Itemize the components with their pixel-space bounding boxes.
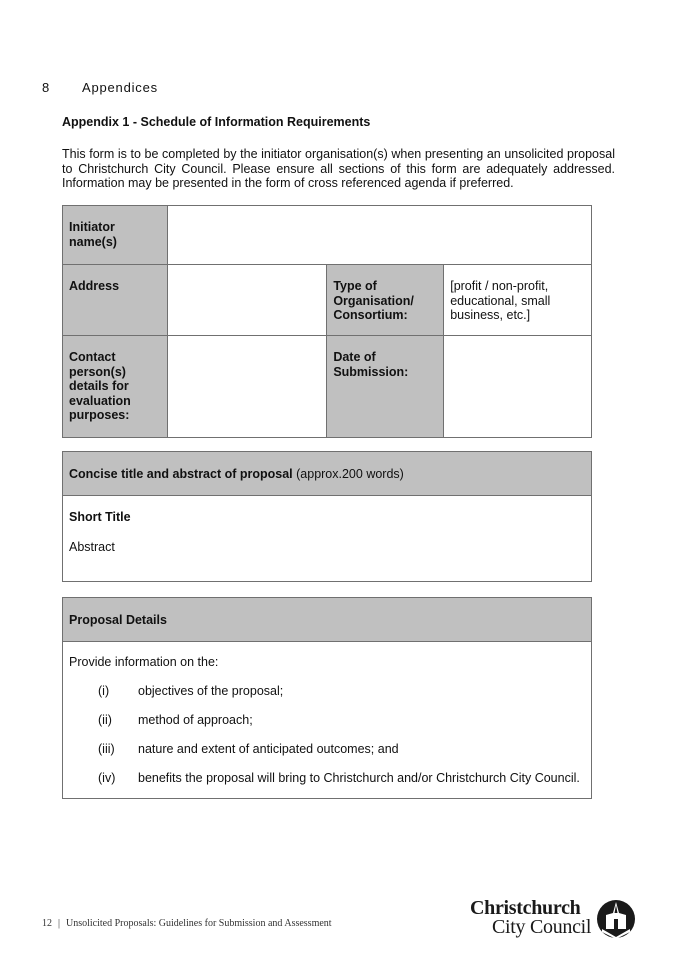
logo-line2: City Council — [492, 916, 592, 938]
list-item-number: (i) — [98, 684, 110, 698]
date-label-cell — [327, 336, 444, 438]
info-table — [62, 205, 592, 438]
initiator-value-cell[interactable] — [167, 206, 591, 265]
footer-text: Unsolicited Proposals: Guidelines for Submission and Assessment — [66, 918, 332, 929]
contact-value-cell[interactable] — [167, 336, 326, 438]
logo-line1: Christchurch — [470, 897, 581, 919]
address-label-cell — [63, 265, 168, 336]
concise-title-header — [63, 452, 591, 496]
org-type-label-cell — [327, 265, 444, 336]
list-item-text: nature and extent of anticipated outcomes; and — [138, 742, 399, 756]
footer-separator: | — [58, 918, 61, 929]
concise-header-bold: Concise title and abstract of proposal — [69, 467, 293, 481]
address-row — [63, 265, 592, 336]
date-label: Date of Submission: — [333, 350, 409, 379]
initiator-label-cell — [63, 206, 168, 265]
page-number: 12 — [42, 918, 52, 929]
intro-paragraph: This form is to be completed by the initiator organisation(s) when presenting an unsolicited proposal to Christchurch City Council. Please ensure all sections of this form are adequately addressed. Information may be presented in the form of cross referenced agenda if preferred. — [62, 147, 615, 190]
address-value-cell[interactable] — [167, 265, 326, 336]
section-heading — [42, 80, 158, 95]
cathedral-logo-icon — [596, 899, 636, 939]
proposal-details-intro: Provide information on the: — [69, 655, 219, 669]
list-item-number: (ii) — [98, 713, 112, 727]
contact-row — [63, 336, 592, 438]
list-item-text: method of approach; — [138, 713, 253, 727]
proposal-details-box — [62, 597, 592, 799]
appendix-title: Appendix 1 - Schedule of Information Requirements — [62, 115, 371, 129]
list-item-number: (iii) — [98, 742, 115, 756]
list-item-number: (iv) — [98, 771, 116, 785]
org-type-value-cell[interactable] — [444, 265, 592, 336]
section-title: Appendices — [82, 80, 158, 95]
abstract-label: Abstract — [69, 540, 115, 554]
concise-header-normal: (approx.200 words) — [292, 467, 404, 481]
date-value-cell[interactable] — [444, 336, 592, 438]
page-footer — [42, 918, 332, 929]
list-item-text: benefits the proposal will bring to Christchurch and/or Christchurch City Council. — [138, 771, 580, 785]
initiator-label: Initiator name(s) — [69, 220, 117, 249]
council-logo — [470, 897, 640, 939]
contact-label-cell — [63, 336, 168, 438]
concise-title-box — [62, 451, 592, 582]
contact-label: Contact person(s) details for evaluation purposes: — [69, 350, 131, 422]
org-type-value: [profit / non-profit, educational, small business, etc.] — [450, 279, 551, 322]
address-label: Address — [69, 279, 120, 293]
section-number: 8 — [42, 80, 51, 95]
proposal-details-header: Proposal Details — [63, 598, 591, 642]
initiator-row — [63, 206, 592, 265]
list-item-text: objectives of the proposal; — [138, 684, 284, 698]
org-type-label: Type of Organisation/ Consortium: — [333, 279, 414, 322]
short-title-label: Short Title — [69, 510, 131, 524]
